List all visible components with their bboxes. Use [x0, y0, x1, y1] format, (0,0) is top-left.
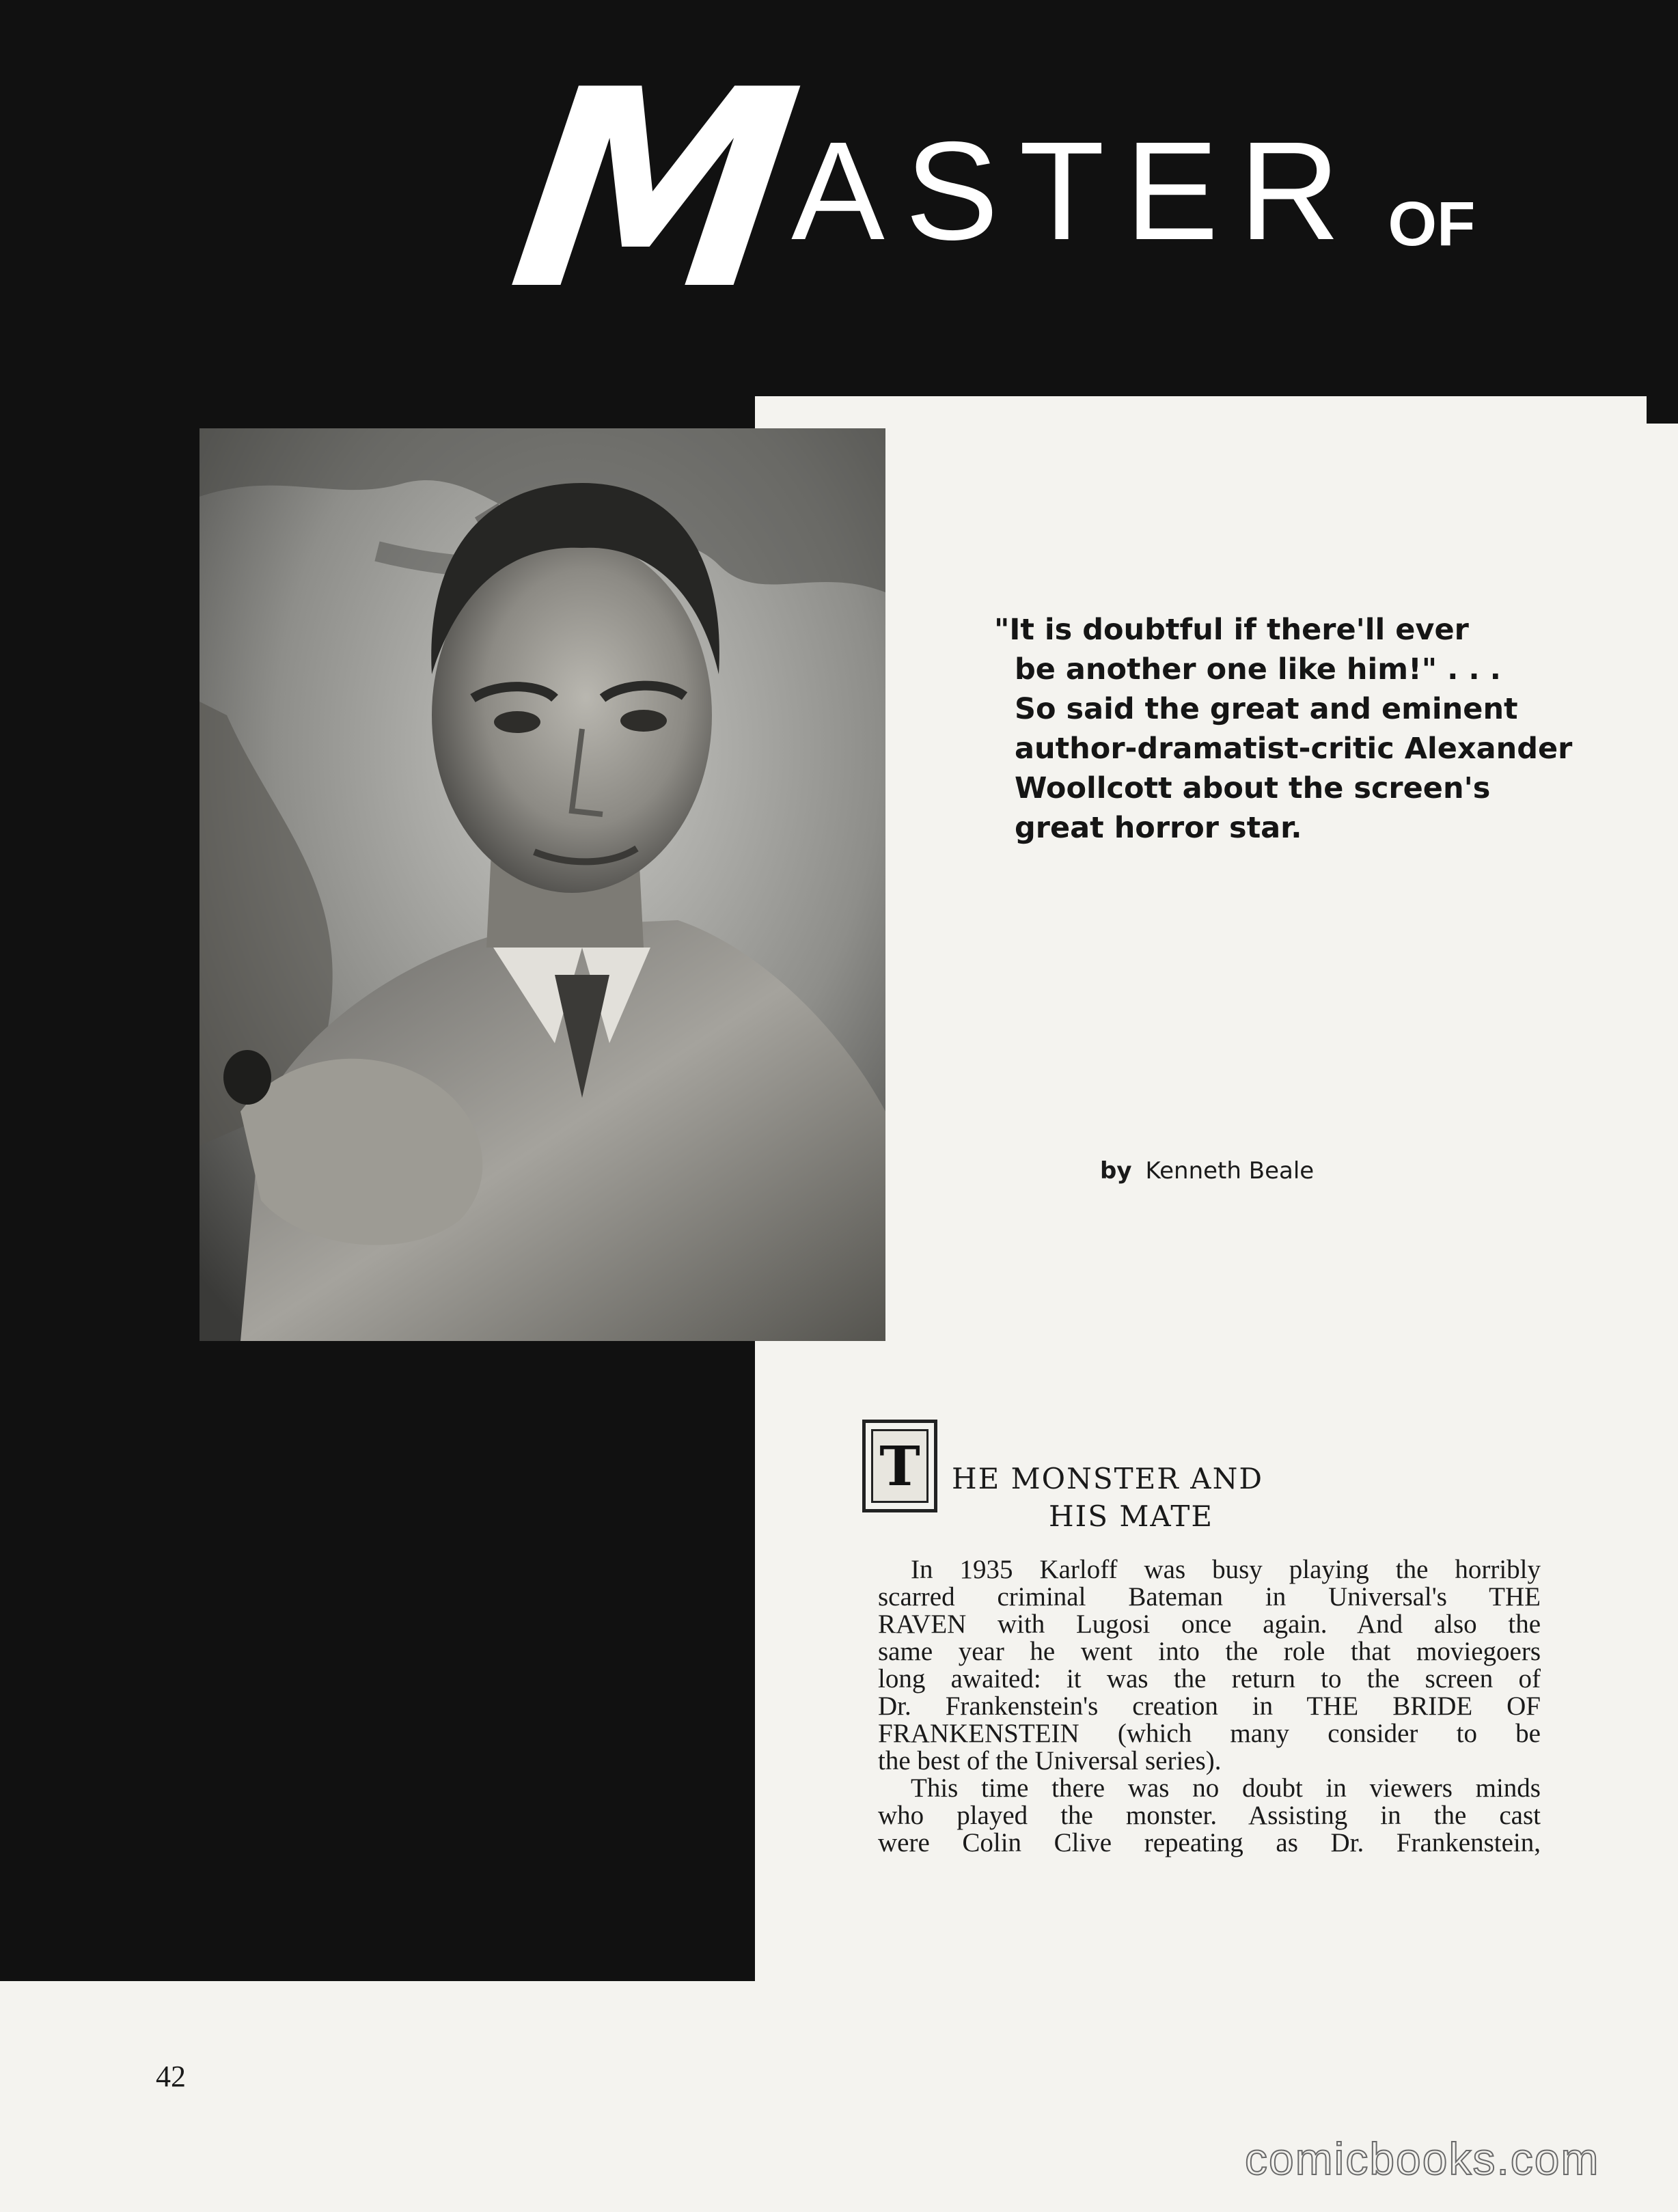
- quote-line: author-dramatist-critic Alexander: [1015, 732, 1573, 766]
- body-line: same year he went into the role that moviegoers: [878, 1637, 1541, 1666]
- body-line: the best of the Universal series).: [878, 1746, 1222, 1775]
- section-heading-continued: HIS MATE: [1049, 1499, 1214, 1533]
- drop-cap: [862, 1420, 937, 1512]
- portrait-illustration: [200, 428, 885, 1341]
- title-main: ASTER: [791, 113, 1361, 269]
- black-edge-notch: [1647, 369, 1678, 424]
- drop-cap-letter: T: [871, 1429, 929, 1503]
- article-title: [497, 32, 1476, 350]
- byline-by: by: [1100, 1157, 1132, 1185]
- body-line: RAVEN with Lugosi once again. And also the: [878, 1609, 1541, 1639]
- body-line: This time there was no doubt in viewers minds: [911, 1773, 1541, 1803]
- body-line: In 1935 Karloff was busy playing the horribly: [911, 1555, 1541, 1584]
- body-line: long awaited: it was the return to the screen of: [878, 1664, 1541, 1693]
- body-line: FRANKENSTEIN (which many consider to be: [878, 1719, 1541, 1748]
- pull-quote: [994, 610, 1623, 848]
- watermark: comicbooks.com: [1245, 2133, 1600, 2184]
- quote-line: So said the great and eminent: [1015, 692, 1518, 726]
- quote-line: great horror star.: [1015, 811, 1302, 845]
- quote-line: "It is doubtful if there'll ever: [994, 613, 1469, 647]
- body-line: Dr. Frankenstein's creation in THE BRIDE OF: [878, 1691, 1541, 1721]
- quote-line: Woollcott about the screen's: [1015, 771, 1491, 805]
- title-initial: M: [497, 32, 807, 350]
- title-of: OF: [1388, 189, 1476, 259]
- page-number: 42: [156, 2060, 186, 2093]
- byline-author: Kenneth Beale: [1145, 1157, 1315, 1185]
- body-line: who played the monster. Assisting in the cast: [878, 1801, 1541, 1830]
- body-line: scarred criminal Bateman in Universal's THE: [878, 1582, 1541, 1612]
- section-heading: HE MONSTER AND: [952, 1462, 1263, 1495]
- portrait-photo: [200, 428, 885, 1341]
- article-body: [878, 1556, 1541, 1857]
- byline: [1100, 1157, 1314, 1185]
- body-line: were Colin Clive repeating as Dr. Frankenstein,: [878, 1828, 1541, 1857]
- quote-line: be another one like him!" . . .: [1015, 652, 1502, 687]
